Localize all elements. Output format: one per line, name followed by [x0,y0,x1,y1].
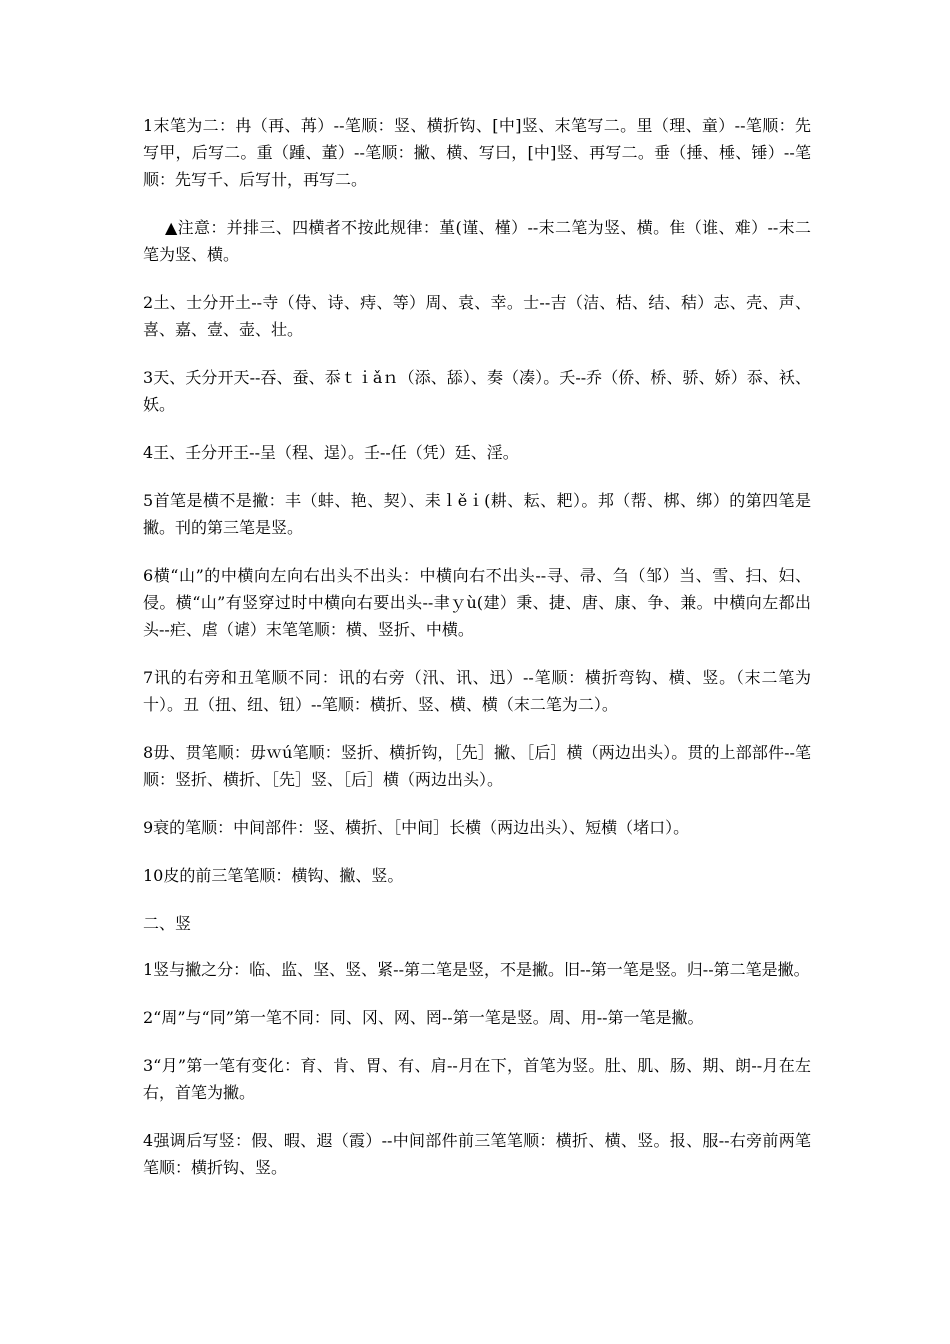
paragraph-rule-1: 1末笔为二：冉（再、苒）--笔顺：竖、横折钩、[中]竖、末笔写二。里（理、童）--笔顺：先写甲，后写二。重（踵、董）--笔顺：撇、横、写曰，[中]竖、再写二。垂（捶、棰、锤）--笔顺：先写千、后写卄，再写二。 [143,116,811,189]
paragraph-vertical-rule-3: 3“月”第一笔有变化：育、肯、胃、有、肩--月在下，首笔为竖。肚、肌、肠、期、朗--月在左右，首笔为撇。 [143,1056,811,1102]
section-heading-vertical: 二、竖 [143,914,192,933]
paragraph-vertical-rule-4: 4强调后写竖：假、暇、遐（霞）--中间部件前三笔笔顺：横折、横、竖。报、服--右旁前两笔笔顺：横折钩、竖。 [143,1131,811,1177]
paragraph-rule-5: 5首笔是横不是撇：丰（蚌、艳、契）、耒ｌěｉ(耕、耘、耙）。邦（帮、梆、绑）的第四笔是撇。刊的第三笔是竖。 [143,491,811,537]
paragraph-rule-9: 9衰的笔顺：中间部件：竖、横折、［中间］长横（两边出头）、短横（堵口）。 [143,818,690,837]
paragraph-rule-3: 3天、夭分开天--吞、蚕、忝ｔｉǎｎ（添、舔）、奏（凑）。夭--乔（侨、桥、骄、娇）忝、袄、妖。 [143,368,811,414]
paragraph-rule-7: 7讯的右旁和丑笔顺不同：讯的右旁（汛、讯、迅）--笔顺：横折弯钩、横、竖。（末二笔为十）。丑（扭、纽、钮）--笔顺：横折、竖、横、横（末二笔为二）。 [143,668,811,714]
document-body [143,112,811,1202]
paragraph-rule-6: 6横“山”的中横向左向右出头不出头：中横向右不出头--寻、帚、刍（邹）当、雪、扫、妇、侵。横“山”有竖穿过时中横向右要出头--聿ｙù(建）秉、捷、唐、康、争、兼。中横向左都出头--疟、虐（谑）末笔笔顺：横、竖折、中横。 [143,566,811,639]
paragraph-rule-10: 10皮的前三笔笔顺：横钩、撇、竖。 [143,866,404,885]
paragraph-rule-4: 4王、壬分开王--呈（程、逞）。壬--任（凭）廷、淫。 [143,443,519,462]
paragraph-vertical-rule-1: 1竖与撇之分：临、监、坚、竖、紧--第二笔是竖，不是撇。旧--第一笔是竖。归--第二笔是撇。 [143,960,810,979]
paragraph-vertical-rule-2: 2“周”与“同”第一笔不同：同、冈、网、罔--第一笔是竖。周、用--第一笔是撇。 [143,1008,704,1027]
paragraph-note: ▲注意：并排三、四横者不按此规律：堇(谨、槿）--末二笔为竖、横。隹（谁、难）--末二笔为竖、横。 [143,218,811,264]
paragraph-rule-8: 8毋、贯笔顺：毋ｗú笔顺：竖折、横折钩，［先］撇、［后］横（两边出头）。贯的上部部件--笔顺：竖折、横折、［先］竖、［后］横（两边出头）。 [143,743,811,789]
paragraph-rule-2: 2土、士分开土--寺（侍、诗、痔、等）周、袁、幸。士--吉（洁、桔、结、秸）志、壳、声、喜、嘉、壹、壶、壮。 [143,293,811,339]
